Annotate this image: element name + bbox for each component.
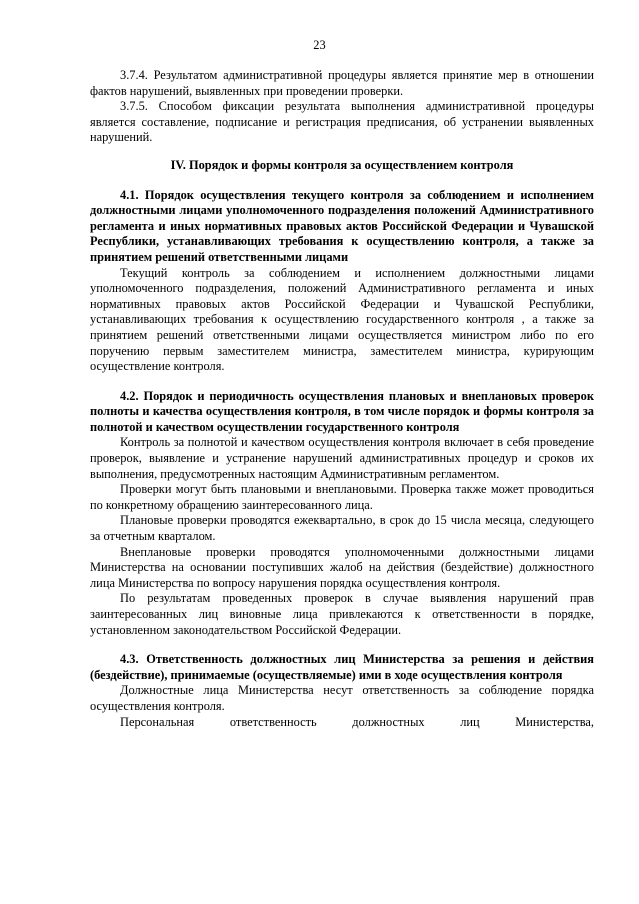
spacer <box>90 638 594 652</box>
section-4-2-paragraph-3: Плановые проверки проводятся ежеквартально, в срок до 15 числа месяца, следующего за отчетным кварталом. <box>90 513 594 544</box>
section-4-3-paragraph-2: Персональная ответственность должностных лиц Министерства, <box>120 714 594 729</box>
paragraph-3-7-4: 3.7.4. Результатом административной процедуры является принятие мер в отношении фактов нарушений, выявленных при проведении проверки. <box>90 68 594 98</box>
document-body <box>90 68 594 730</box>
section-4-2-paragraph-2: Проверки могут быть плановыми и внеплановыми. Проверка также может проводиться по конкретному обращению заинтересованного лица. <box>90 482 594 512</box>
page-number: 23 <box>313 38 326 52</box>
section-4-3-paragraph-1: Должностные лица Министерства несут ответственность за соблюдение порядка осуществления контроля. <box>90 683 594 713</box>
section-4-2-paragraph-4: Внеплановые проверки проводятся уполномоченными должностными лицами Министерства на основании поступивших жалоб на действия (бездействие) должностного лица Министерства по вопросу нарушения порядка осуществления контроля. <box>90 544 594 590</box>
section-4-1-heading: 4.1. Порядок осуществления текущего контроля за соблюдением и исполнением должностными лицами уполномоченного подразделения положений Административного регламента и иных нормативных правовых актов Российской Федерации и Чувашской Республики, устанавливающих требования к осуществлению контроля, а также за принятием решений ответственными лицами <box>90 187 594 264</box>
spacer <box>90 375 594 389</box>
section-4-3-heading: 4.3. Ответственность должностных лиц Министерства за решения и действия (бездействие), принимаемые (осуществляемые) ими в ходе осуществления контроля <box>90 652 594 682</box>
section-4-2-heading: 4.2. Порядок и периодичность осуществления плановых и внеплановых проверок полноты и качества осуществления контроля, в том числе порядок и формы контроля за полнотой и качеством осуществлении государственного контроля <box>90 388 594 434</box>
section-title: IV. Порядок и формы контроля за осуществлением контроля <box>170 157 514 172</box>
section-4-2-paragraph-5: По результатам проведенных проверок в случае выявления нарушений прав заинтересованных лиц виновные лица привлекаются к ответственности в порядке, установленном законодательством Российской Федерации. <box>90 591 594 637</box>
section-4-1-body: Текущий контроль за соблюдением и исполнением должностными лицами уполномоченного подразделения, положений Административного регламента и иных нормативных правовых актов Российской Федерации и Чувашской Республики, устанавливающих требования к осуществлению государственного контроля , а также за принятием решений ответственными лицами осуществляется министром либо по его поручению первым заместителем министра, заместителем министра, курирующим осуществление контроля. <box>90 265 594 374</box>
section-4-2-paragraph-1: Контроль за полнотой и качеством осуществления контроля включает в себя проведение проверок, выявление и устранение нарушений административных процедур и сроков их выполнения, предусмотренных настоящим Административным регламентом. <box>90 435 594 481</box>
paragraph-3-7-5: 3.7.5. Способом фиксации результата выполнения административной процедуры является составление, подписание и регистрация предписания, об устранении выявленных нарушений. <box>90 99 594 145</box>
